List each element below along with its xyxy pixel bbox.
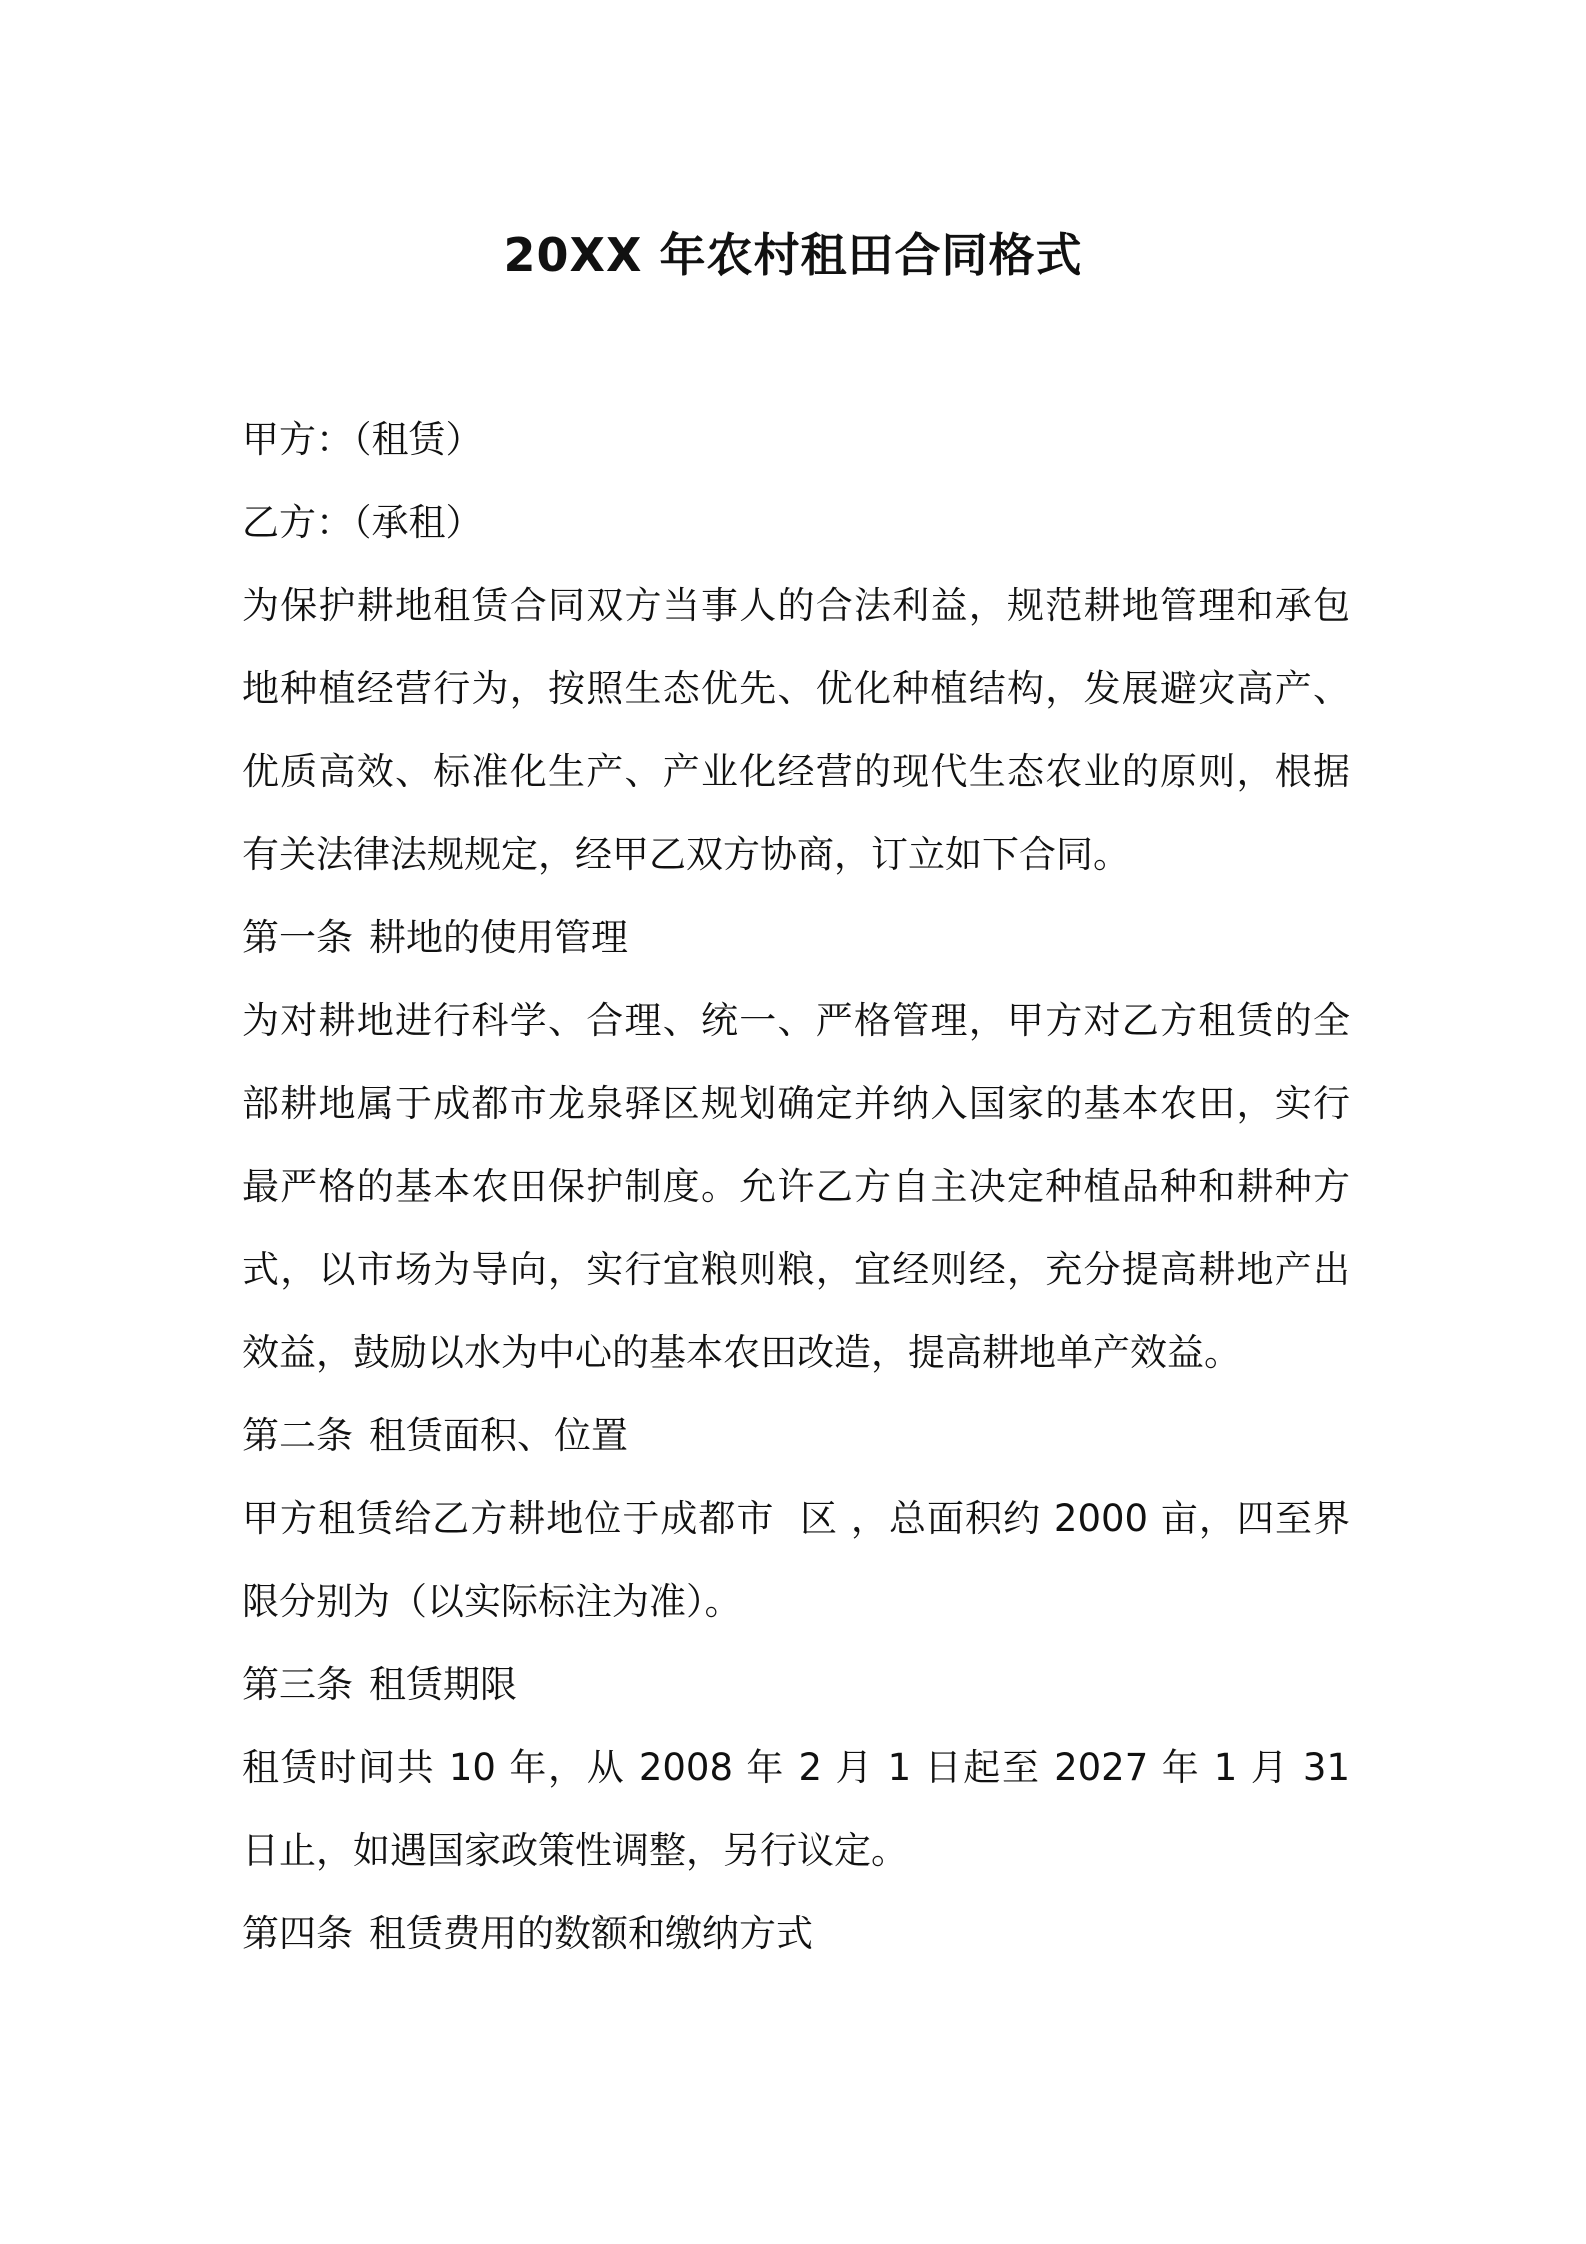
article-heading-2: [242, 1394, 1350, 1477]
article-heading-4: [242, 1892, 1350, 1975]
party-b-line: 乙方：（承租）: [242, 501, 483, 544]
article-number: 第一条: [242, 916, 353, 959]
article-heading-3: [242, 1643, 1350, 1726]
party-a-line: 甲方：（租赁）: [242, 418, 483, 461]
article-number: 第四条: [242, 1912, 353, 1955]
article-number: 第三条: [242, 1663, 353, 1706]
article-text-2: 甲方租赁给乙方耕地位于成都市 区 ，总面积约 2000 亩，四至界限分别为（以实际标注为准）。: [242, 1497, 1350, 1623]
article-title: 耕地的使用管理: [369, 916, 628, 959]
article-title: 租赁期限: [369, 1663, 517, 1706]
article-heading-1: [242, 896, 1350, 979]
preamble-paragraph: 为保护耕地租赁合同双方当事人的合法利益，规范耕地管理和承包地种植经营行为，按照生态优先、优化种植结构，发展避灾高产、优质高效、标准化生产、产业化经营的现代生态农业的原则，根据有关法律法规规定，经甲乙双方协商，订立如下合同。: [242, 584, 1350, 876]
document-body: [242, 398, 1350, 1975]
article-number: 第二条: [242, 1414, 353, 1457]
document-title: 20XX 年农村租田合同格式: [503, 228, 1083, 282]
article-text-1: 为对耕地进行科学、合理、统一、严格管理，甲方对乙方租赁的全部耕地属于成都市龙泉驿区规划确定并纳入国家的基本农田，实行最严格的基本农田保护制度。允许乙方自主决定种植品种和耕种方式，以市场为导向，实行宜粮则粮，宜经则经，充分提高耕地产出效益，鼓励以水为中心的基本农田改造，提高耕地单产效益。: [242, 999, 1350, 1374]
article-title: 租赁费用的数额和缴纳方式: [369, 1912, 813, 1955]
article-title: 租赁面积、位置: [369, 1414, 628, 1457]
article-text-3: 租赁时间共 10 年，从 2008 年 2 月 1 日起至 2027 年 1 月 31 日止，如遇国家政策性调整，另行议定。: [242, 1746, 1350, 1872]
